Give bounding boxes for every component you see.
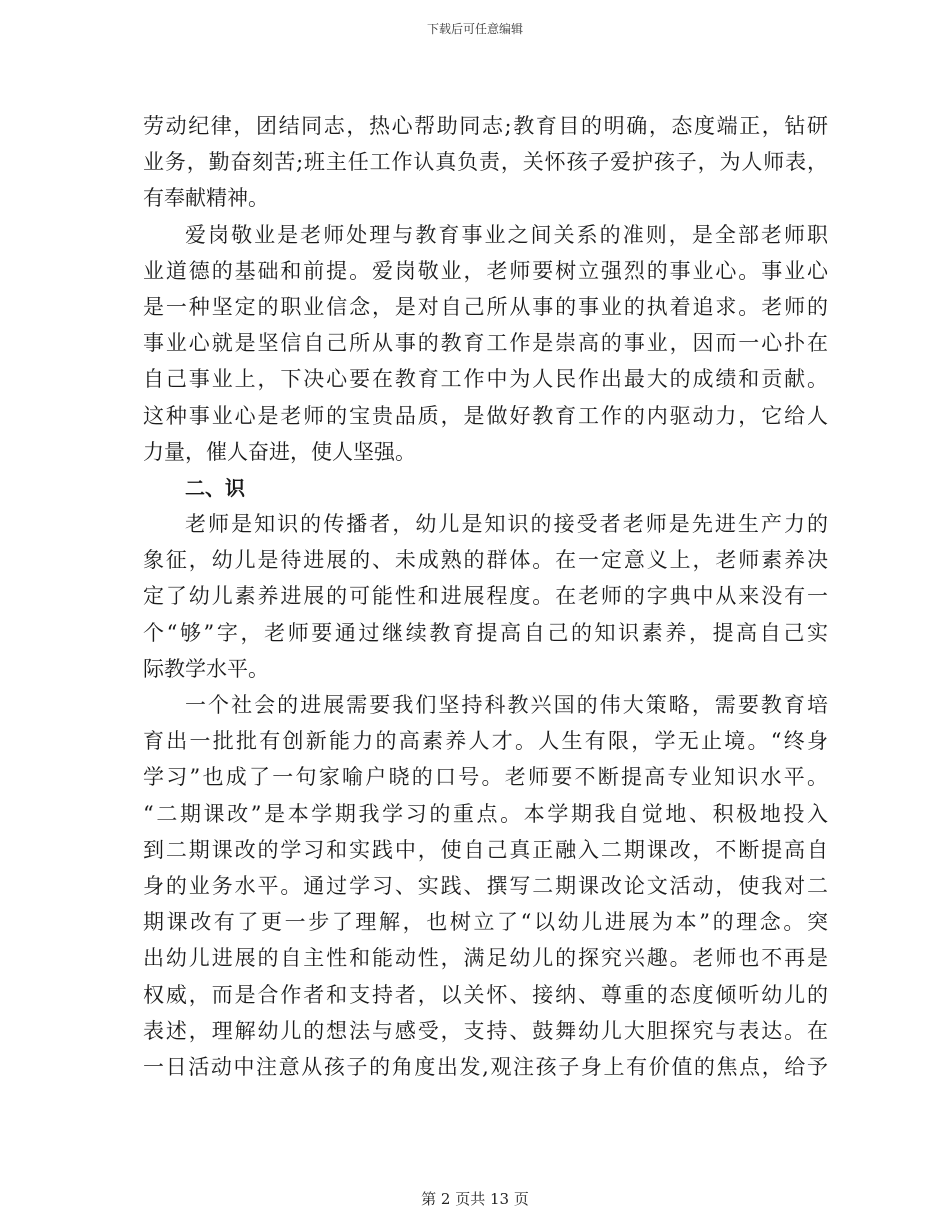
section-heading: 二、识 bbox=[185, 475, 245, 500]
text-line: 学习”也成了一句家喻户晓的口号。老师要不断提高专业知识水平。 bbox=[143, 765, 828, 790]
text-line: 爱岗敬业是老师处理与教育事业之间关系的准则，是全部老师职 bbox=[185, 222, 828, 247]
text-line: 业道德的基础和前提。爱岗敬业，老师要树立强烈的事业心。事业心 bbox=[143, 258, 828, 283]
text-line: 一个社会的进展需要我们坚持科教兴国的伟大策略，需要教育培 bbox=[185, 693, 828, 717]
text-line: 老师是知识的传播者，幼儿是知识的接受者老师是先进生产力的 bbox=[185, 512, 828, 537]
text-line: 力量，催人奋进，使人坚强。 bbox=[143, 439, 416, 464]
page-header: 下载后可任意编辑 bbox=[426, 22, 523, 36]
text-line: 表述，理解幼儿的想法与感受，支持、鼓舞幼儿大胆探究与表达。在 bbox=[143, 1018, 828, 1043]
text-line: 个“够”字，老师要通过继续教育提高自己的知识素养，提高自己实 bbox=[143, 620, 828, 645]
text-line: 到二期课改的学习和实践中，使自己真正融入二期课改，不断提高自 bbox=[143, 837, 828, 862]
text-line: 这种事业心是老师的宝贵品质，是做好教育工作的内驱动力，它给人 bbox=[143, 403, 828, 428]
text-line: 身的业务水平。通过学习、实践、撰写二期课改论文活动，使我对二 bbox=[143, 873, 828, 898]
text-line: 有奉献精神。 bbox=[143, 186, 269, 211]
text-line: 定了幼儿素养进展的可能性和进展程度。在老师的字典中从来没有一 bbox=[143, 584, 828, 609]
text-line: “二期课改”是本学期我学习的重点。本学期我自觉地、积极地投入 bbox=[143, 801, 828, 826]
text-line: 劳动纪律，团结同志，热心帮助同志;教育目的明确，态度端正，钻研 bbox=[143, 114, 828, 138]
text-line: 业务，勤奋刻苦;班主任工作认真负责，关怀孩子爱护孩子，为人师表， bbox=[143, 150, 828, 175]
text-line: 际教学水平。 bbox=[143, 656, 269, 681]
page-number: 第 2 页共 13 页 bbox=[421, 1190, 529, 1208]
document-body bbox=[143, 108, 828, 1085]
text-line: 事业心就是坚信自己所从事的教育工作是崇高的事业，因而一心扑在 bbox=[143, 331, 828, 356]
text-line: 出幼儿进展的自主性和能动性，满足幼儿的探究兴趣。老师也不再是 bbox=[143, 946, 828, 971]
text-line: 期课改有了更一步了理解，也树立了“以幼儿进展为本”的理念。突 bbox=[143, 910, 828, 935]
text-line: 权威，而是合作者和支持者，以关怀、接纳、尊重的态度倾听幼儿的 bbox=[143, 982, 828, 1007]
text-line: 自己事业上，下决心要在教育工作中为人民作出最大的成绩和贡献。 bbox=[143, 367, 828, 392]
text-line: 一日活动中注意从孩子的角度出发,观注孩子身上有价值的焦点，给予 bbox=[143, 1054, 828, 1079]
text-line: 象征，幼儿是待进展的、未成熟的群体。在一定意义上，老师素养决 bbox=[143, 548, 828, 573]
text-line: 是一种坚定的职业信念，是对自己所从事的事业的执着追求。老师的 bbox=[143, 294, 828, 319]
text-line: 育出一批批有创新能力的高素养人才。人生有限，学无止境。“终身 bbox=[143, 729, 828, 754]
